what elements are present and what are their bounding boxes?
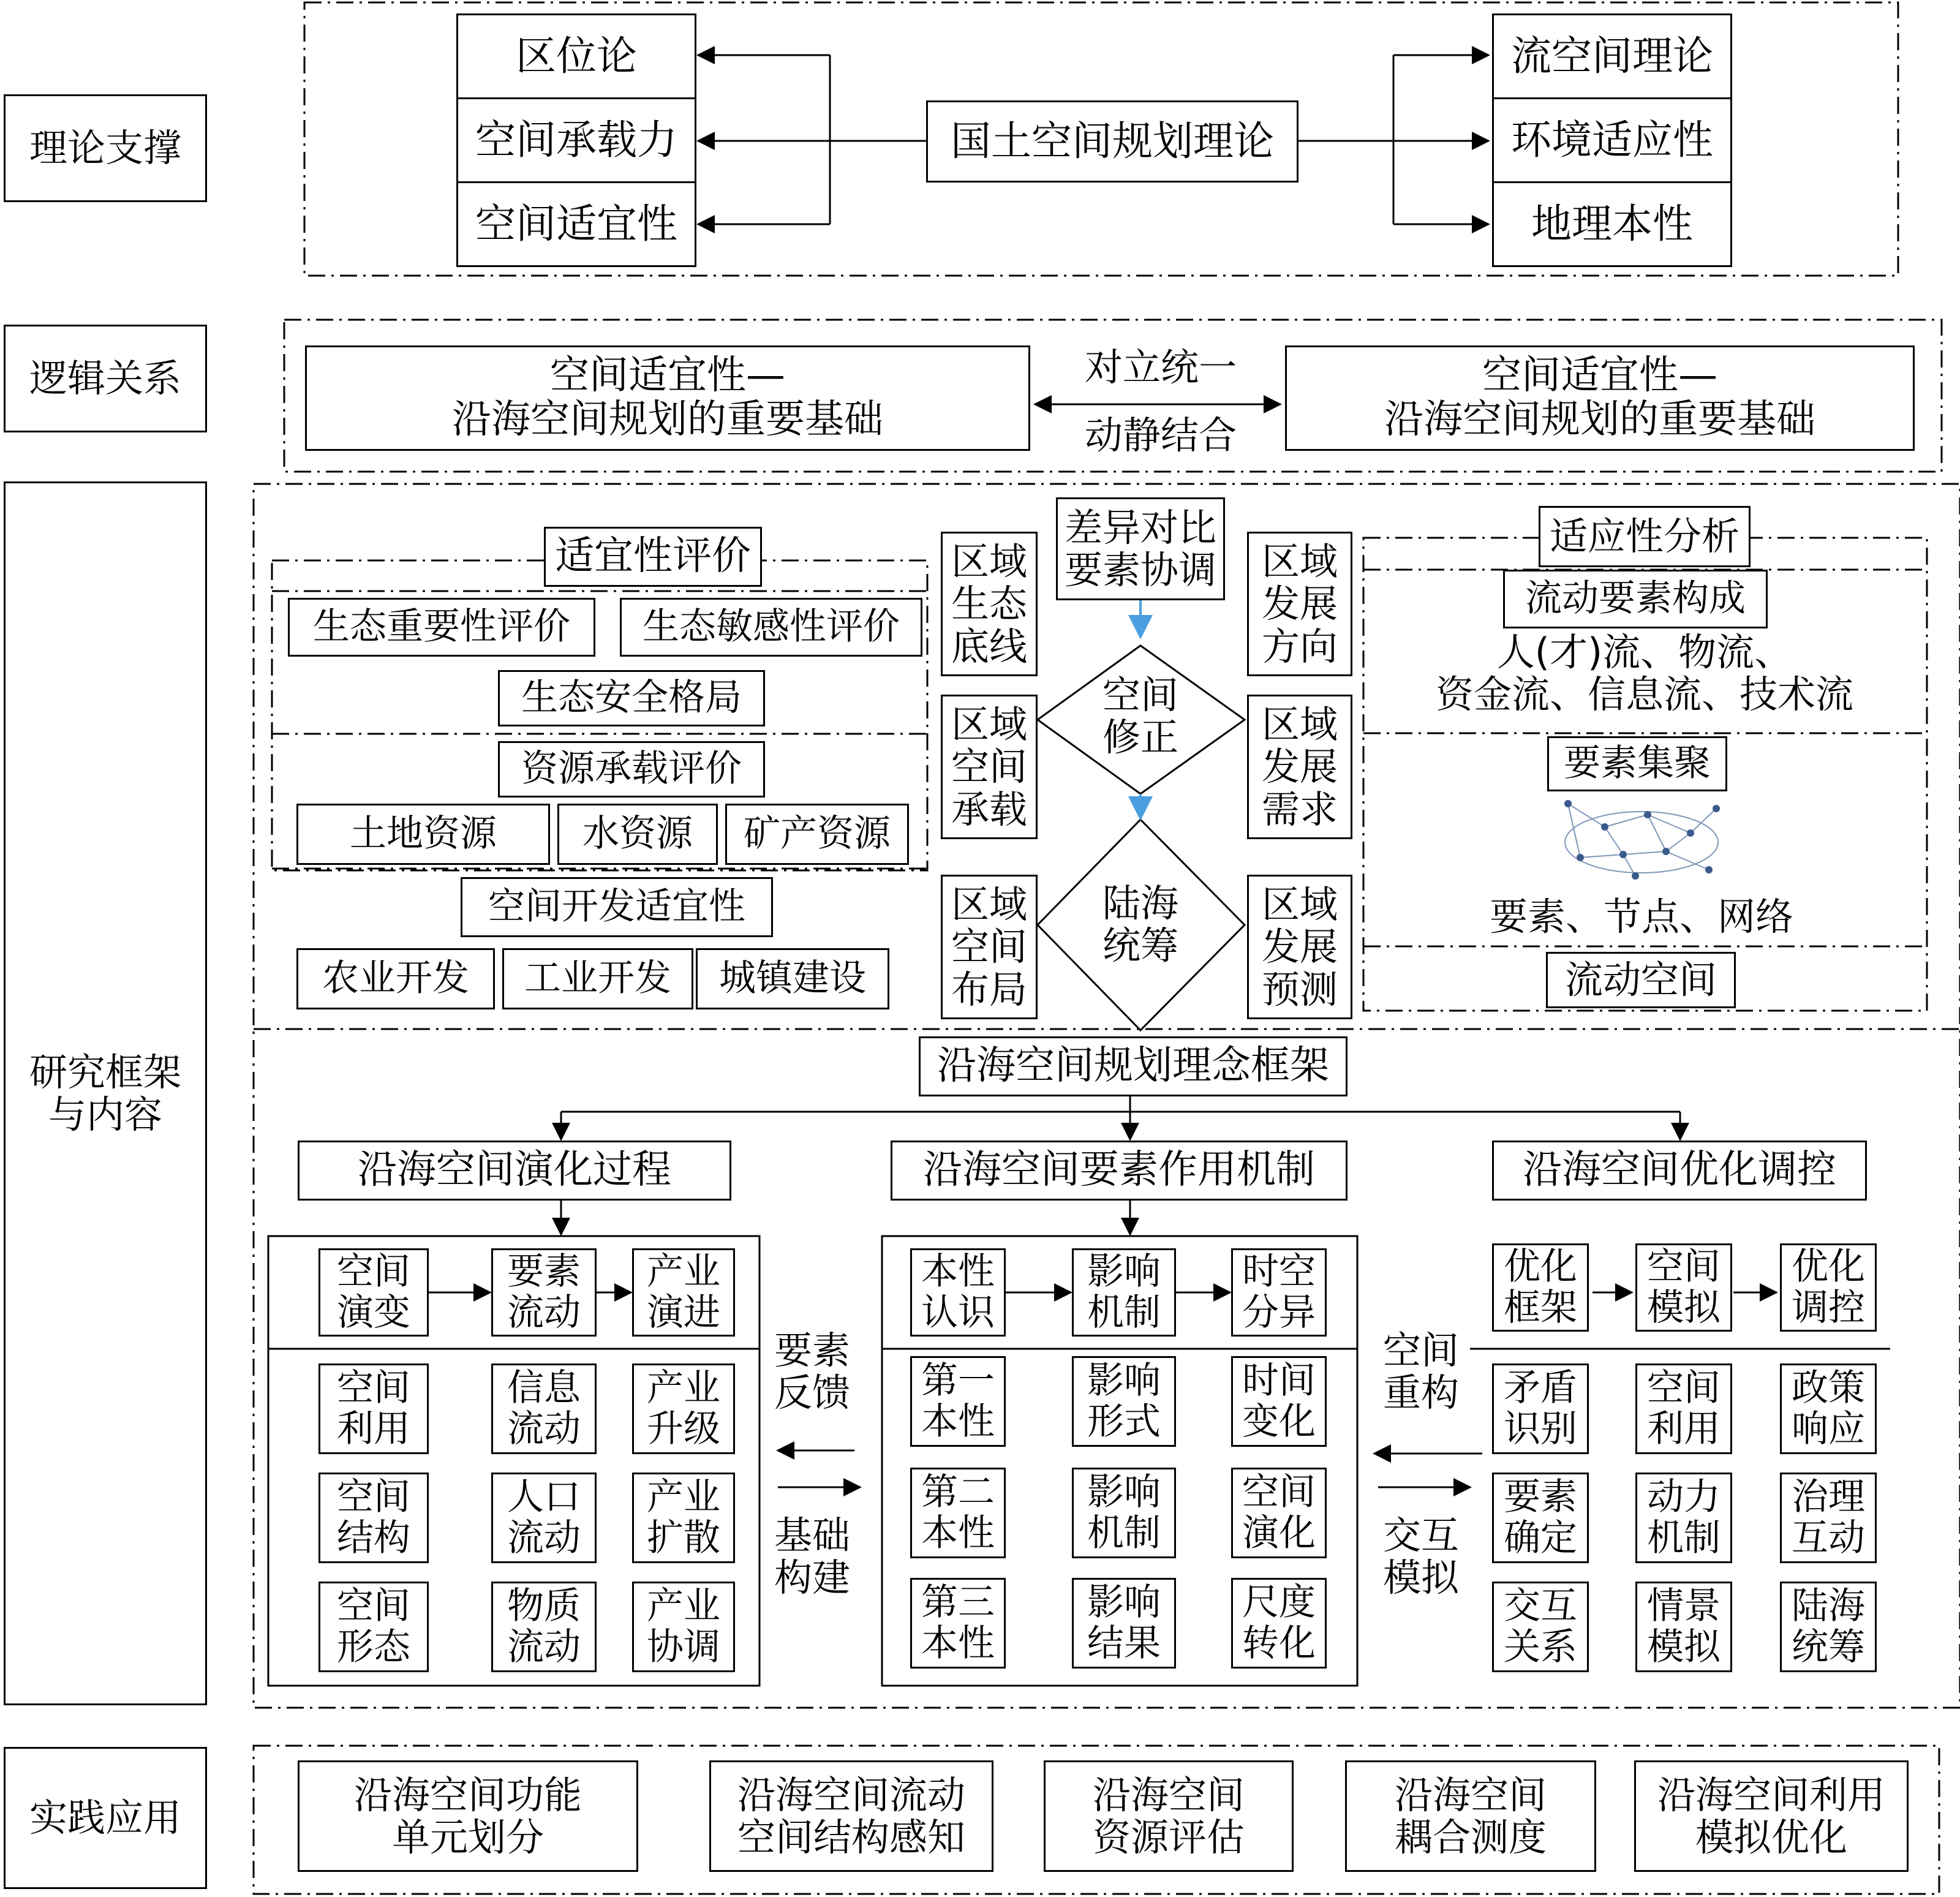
practice-3: 沿海空间 资源评估 — [1044, 1760, 1294, 1872]
col1-grid-3: 产业 升级 — [632, 1363, 735, 1454]
col3-top-3: 优化 调控 — [1780, 1243, 1877, 1332]
col2-grid-8: 影响 结果 — [1072, 1578, 1176, 1669]
region-dev-direction: 区域 发展 方向 — [1247, 532, 1352, 676]
theory-center: 国土空间规划理论 — [926, 100, 1298, 183]
diamond-spatial-correction: 空间 修正 — [1102, 673, 1178, 760]
col3-grid-3: 政策 响应 — [1780, 1363, 1877, 1454]
col1-grid-6: 产业 扩散 — [632, 1473, 735, 1563]
col1-top-3: 产业 演进 — [632, 1248, 735, 1337]
theory-left-1: 区位论 — [456, 13, 696, 99]
region-dev-forecast: 区域 发展 预测 — [1247, 875, 1352, 1019]
dev-urban: 城镇建设 — [696, 948, 889, 1009]
col2-title: 沿海空间要素作用机制 — [891, 1141, 1348, 1201]
flow-elements-title: 流动要素构成 — [1503, 570, 1768, 628]
resource-mineral: 矿产资源 — [725, 804, 909, 865]
col2-grid-7: 第三 本性 — [910, 1578, 1006, 1669]
eco-importance: 生态重要性评价 — [288, 598, 595, 657]
col3-grid-9: 陆海 统筹 — [1780, 1582, 1877, 1672]
logic-label-bottom: 动静结合 — [1084, 413, 1237, 458]
col2-grid-4: 第二 本性 — [910, 1468, 1006, 1558]
section-logic: 逻辑关系 — [4, 325, 207, 432]
col2-grid-6: 空间 演化 — [1231, 1468, 1327, 1558]
section-theory: 理论支撑 — [4, 94, 207, 202]
resource-water: 水资源 — [557, 804, 718, 865]
col1-top-1: 空间 演变 — [318, 1248, 429, 1337]
diff-compare-box: 差异对比 要素协调 — [1056, 497, 1225, 600]
col3-top-2: 空间 模拟 — [1635, 1243, 1732, 1332]
col3-grid-4: 要素 确定 — [1492, 1473, 1589, 1563]
practice-4: 沿海空间 耦合测度 — [1345, 1760, 1596, 1872]
col3-grid-5: 动力 机制 — [1635, 1473, 1732, 1563]
col3-grid-2: 空间 利用 — [1635, 1363, 1732, 1454]
col2-top-2: 影响 机制 — [1072, 1248, 1176, 1337]
col1-grid-8: 物质 流动 — [491, 1582, 597, 1672]
dev-title: 空间开发适宜性 — [461, 877, 773, 937]
col1-grid-1: 空间 利用 — [318, 1363, 429, 1454]
logic-left: 空间适宜性— 沿海空间规划的重要基础 — [305, 345, 1030, 451]
practice-2: 沿海空间流动 空间结构感知 — [709, 1760, 993, 1872]
eco-security: 生态安全格局 — [498, 670, 765, 726]
region-spatial-layout: 区域 空间 布局 — [941, 875, 1038, 1019]
feedback-label-bottom: 基础 构建 — [774, 1513, 850, 1601]
theory-right-2: 环境适应性 — [1492, 97, 1732, 183]
col2-grid-9: 尺度 转化 — [1231, 1578, 1327, 1669]
region-spatial-capacity: 区域 空间 承载 — [941, 695, 1038, 839]
aggregation-title: 要素集聚 — [1547, 736, 1727, 791]
logic-right: 空间适宜性— 沿海空间规划的重要基础 — [1285, 345, 1915, 451]
resource-title: 资源承载评价 — [498, 741, 765, 798]
col2-top-1: 本性 认识 — [910, 1248, 1006, 1337]
theory-left-3: 空间适宜性 — [456, 181, 696, 267]
flow-list: 人(才)流、物流、 资金流、信息流、技术流 — [1435, 630, 1853, 717]
theory-right-3: 地理本性 — [1492, 181, 1732, 267]
network-image — [1556, 790, 1727, 882]
col3-grid-8: 情景 模拟 — [1635, 1582, 1732, 1672]
col3-grid-1: 矛盾 识别 — [1492, 1363, 1589, 1454]
col3-grid-6: 治理 互动 — [1780, 1473, 1877, 1563]
resource-land: 土地资源 — [296, 804, 550, 865]
col2-grid-2: 影响 形式 — [1072, 1356, 1176, 1447]
reconstruct-label-top: 空间 重构 — [1382, 1328, 1459, 1416]
eco-sensitivity: 生态敏感性评价 — [620, 598, 922, 657]
col1-grid-7: 空间 形态 — [318, 1582, 429, 1672]
col2-grid-5: 影响 机制 — [1072, 1468, 1176, 1558]
section-framework: 研究框架 与内容 — [4, 481, 207, 1705]
theory-right-1: 流空间理论 — [1492, 13, 1732, 99]
col3-title: 沿海空间优化调控 — [1492, 1141, 1867, 1201]
region-dev-demand: 区域 发展 需求 — [1247, 695, 1352, 839]
reconstruct-label-bottom: 交互 模拟 — [1382, 1513, 1459, 1601]
col1-grid-9: 产业 协调 — [632, 1582, 735, 1672]
region-eco-baseline: 区域 生态 底线 — [941, 532, 1038, 676]
practice-5: 沿海空间利用 模拟优化 — [1634, 1760, 1909, 1872]
adaptability-title: 适应性分析 — [1539, 506, 1751, 567]
col2-top-3: 时空 分异 — [1231, 1248, 1327, 1337]
framework-title: 沿海空间规划理念框架 — [919, 1036, 1348, 1096]
col1-grid-4: 空间 结构 — [318, 1473, 429, 1563]
section-practice: 实践应用 — [4, 1747, 207, 1889]
feedback-label-top: 要素 反馈 — [774, 1328, 850, 1416]
col2-grid-1: 第一 本性 — [910, 1356, 1006, 1447]
dev-industry: 工业开发 — [502, 948, 693, 1009]
col1-top-2: 要素 流动 — [491, 1248, 597, 1337]
col3-top-1: 优化 框架 — [1492, 1243, 1589, 1332]
network-text: 要素、节点、网络 — [1489, 894, 1793, 939]
col2-grid-3: 时间 变化 — [1231, 1356, 1327, 1447]
col1-grid-2: 信息 流动 — [491, 1363, 597, 1454]
flow-space: 流动空间 — [1546, 952, 1736, 1008]
diamond-land-sea: 陆海 统筹 — [1102, 881, 1178, 968]
theory-left-2: 空间承载力 — [456, 97, 696, 183]
col1-grid-5: 人口 流动 — [491, 1473, 597, 1563]
dev-agri: 农业开发 — [296, 948, 495, 1009]
col1-title: 沿海空间演化过程 — [298, 1141, 731, 1201]
practice-1: 沿海空间功能 单元划分 — [298, 1760, 638, 1872]
logic-label-top: 对立统一 — [1084, 345, 1237, 390]
suitability-title: 适宜性评价 — [544, 527, 762, 587]
col3-grid-7: 交互 关系 — [1492, 1582, 1589, 1672]
